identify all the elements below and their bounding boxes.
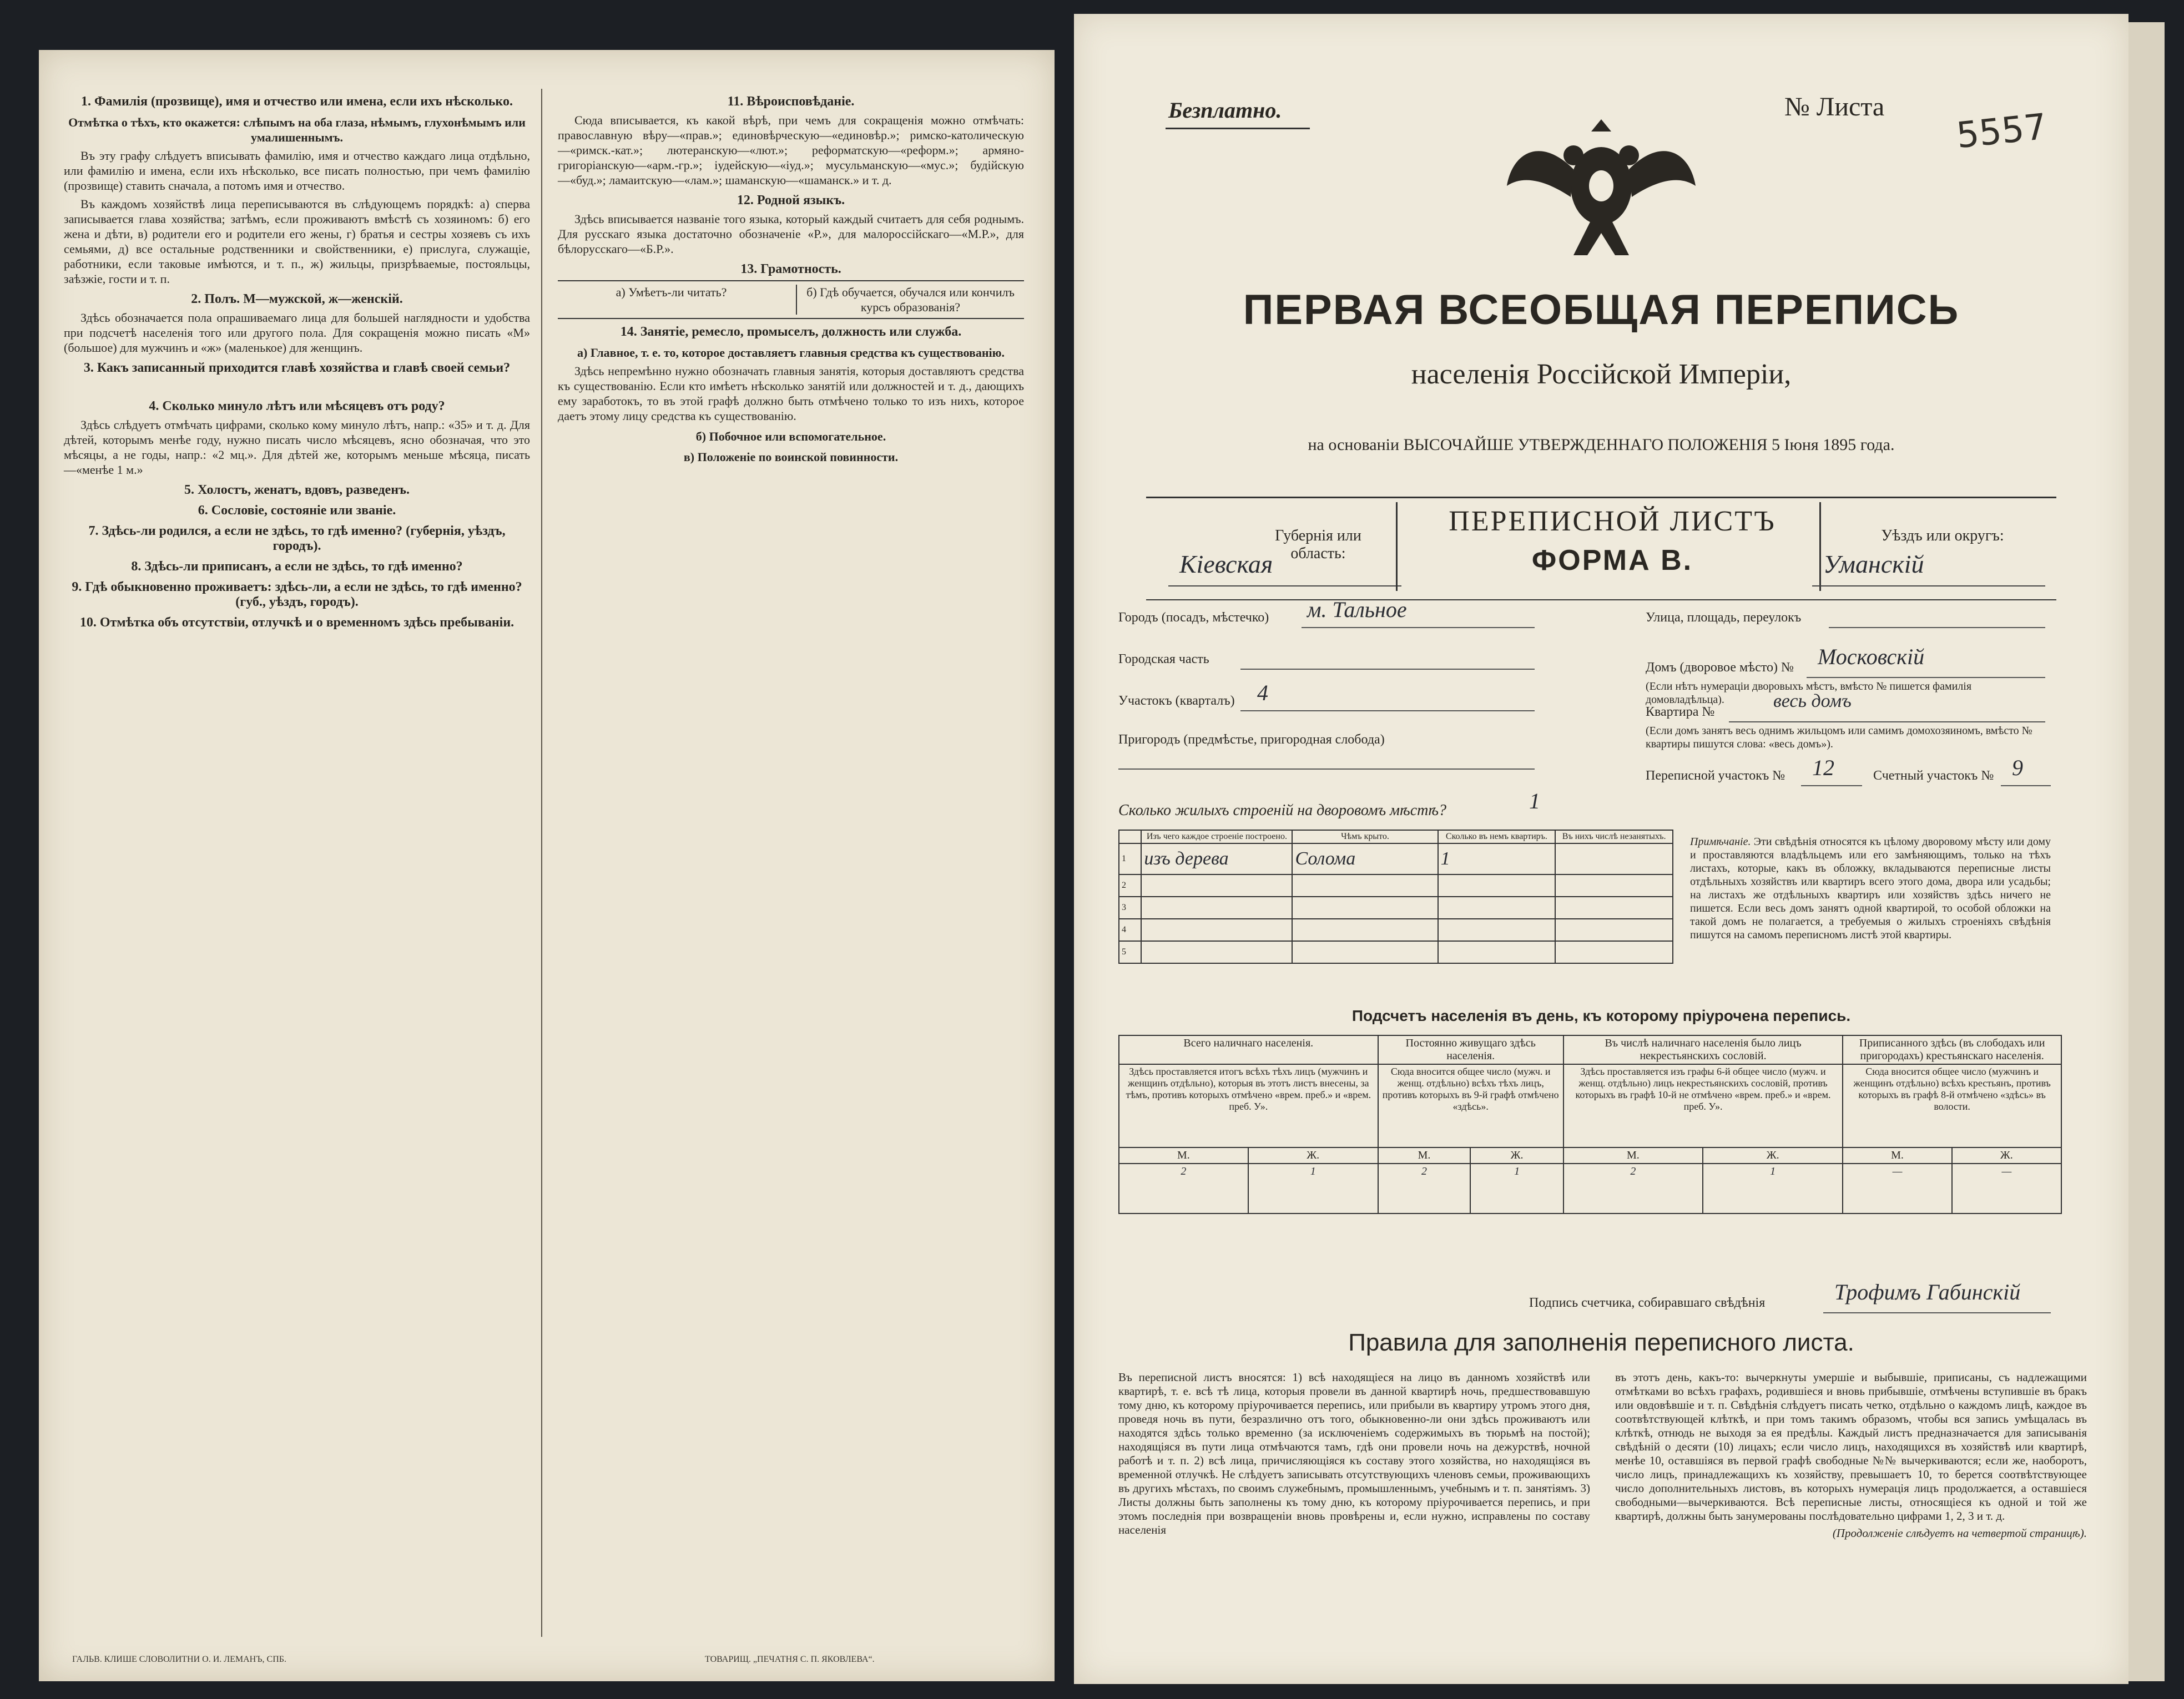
- gorod-underline: [1302, 627, 1535, 628]
- uezd-value: Уманскій: [1823, 550, 1924, 578]
- section-14a: а) Главное, т. е. то, которое доставляетъ главныя средства къ существованію.: [577, 346, 1005, 360]
- gorodskaya-chast-label: Городская часть: [1118, 652, 1209, 666]
- dom-value: Московскій: [1818, 644, 1925, 669]
- imprint-left: ГАЛЬВ. КЛИШЕ СЛОВОЛИТНИ О. И. ЛЕМАНЪ, СПБ.: [72, 1655, 286, 1664]
- section-9-title: 9. Гдѣ обыкновенно проживаетъ: здѣсь-ли, а если не здѣсь, то гдѣ именно? (губ., уѣздъ, городъ).: [72, 580, 522, 609]
- pop-total-m: 2: [1119, 1164, 1248, 1213]
- kvartira-note: (Если домъ занятъ весь однимъ жильцомъ или самимъ домохозяиномъ, вмѣсто № квартиры пишутся слова: «весь домъ»).: [1646, 725, 2032, 750]
- row-apartments: [1438, 941, 1556, 963]
- free-underline: [1166, 128, 1310, 129]
- kvartira-underline: [1729, 721, 2045, 722]
- buildings-col-apartments: Сколько въ немъ квартиръ.: [1438, 830, 1556, 843]
- section-1-text: Въ эту графу слѣдуетъ вписывать фамилію, имя и отчество каждаго лица отдѣльно, или фамилію и имена, если ихъ нѣсколько, все писать полностью, при чемъ фамилію (прозвище) ставить сначала, а потомъ имя и отчество.: [64, 149, 530, 193]
- row-roof: Солома: [1292, 843, 1437, 874]
- buildings-col-roof: Чѣмъ крыто.: [1292, 830, 1437, 843]
- ulica-label: Улица, площадь, переулокъ: [1646, 610, 1802, 625]
- signature-value: Трофимъ Габинскій: [1834, 1280, 2021, 1304]
- row-roof: [1292, 941, 1437, 963]
- pop-header-non-peasant: Въ числѣ наличнаго населенія было лицъ некрестьянскихъ сословій.: [1563, 1035, 1843, 1064]
- section-1-title: 1. Фамилія (прозвище), имя и отчество или имена, если ихъ нѣсколько.: [81, 94, 513, 109]
- row-roof: [1292, 897, 1437, 919]
- population-title: Подсчетъ населенія въ день, къ которому пріурочена перепись.: [1351, 1007, 1851, 1024]
- row-number: 1: [1119, 843, 1141, 874]
- buildings-col-number: [1119, 830, 1141, 843]
- left-column-1: [64, 89, 530, 634]
- uezd-label: Уѣздъ или округъ:: [1881, 527, 2004, 544]
- mf-label: М.: [1843, 1147, 1951, 1164]
- pop-peasant-f: —: [1952, 1164, 2061, 1213]
- double-headed-eagle-icon: [1490, 103, 1712, 269]
- gorod-label: Городъ (посадъ, мѣстечко): [1118, 610, 1269, 625]
- schet-uchastok-underline: [2001, 785, 2051, 786]
- buildings-col-material: Изъ чего каждое строеніе построено.: [1141, 830, 1292, 843]
- dom-note: (Если нѣтъ нумераціи дворовыхъ мѣстъ, вмѣсто № пишется фамилія домовладѣльца).: [1646, 680, 1972, 706]
- buildings-table-header: [1119, 830, 1673, 843]
- divider-top: [1146, 497, 2056, 498]
- rules-right-column: [1615, 1371, 2087, 1540]
- mf-label: Ж.: [1248, 1147, 1378, 1164]
- section-13b: б) Гдѣ обучается, обучался или кончилъ курсъ образованія?: [796, 285, 1024, 315]
- rules-left-column: Въ переписной листъ вносятся: 1) всѣ находящіеся на лицо въ данномъ хозяйствѣ или квартирѣ, т. е. всѣ тѣ лица, которыя провели въ данной квартирѣ ночь, предшествовавшую тому дню, къ которому пріурочивается перепись, или прибыли въ квартиру утромъ этого дня, проведя ночь въ пути, безразлично отъ того, обыкновенно-ли они здѣсь проживаютъ или находятся здѣсь только временно (за исключеніемъ содержимыхъ въ тюрьмѣ на постой); находящіяся въ пути лица отмѣчаются тамъ, гдѣ они провели ночь на дежурствѣ, ночной работѣ и т. п. 2) всѣ лица, причисляющіяся къ составу этого хозяйства, но находящіяся въ временной отлучкѣ. Не слѣдуетъ записывать отсутствующихъ членовъ семьи, проживающихъ въ другихъ мѣстахъ, по своимъ служебнымъ, промышленнымъ, учебнымъ и т. п. занятіямъ. 3) Листы должны быть заполнены къ тому дню, къ которому пріурочивается перепись, и при этомъ последнія при возвращеніи вновь провѣрены и, если нужно, исправлены по составу населенія: [1118, 1371, 1590, 1536]
- table-row: [1119, 843, 1673, 874]
- free-label: Безплатно.: [1168, 98, 1282, 123]
- rules-continued-note: (Продолженіе слѣдуетъ на четвертой страницѣ).: [1832, 1526, 2087, 1540]
- uchastok-value: 4: [1257, 680, 1268, 705]
- decree-line: на основаніи ВЫСОЧАЙШЕ УТВЕРЖДЕННАГО ПОЛОЖЕНІЯ 5 Іюня 1895 года.: [1308, 436, 1895, 454]
- sheet-number-handwritten: 5557: [1954, 106, 2049, 157]
- mf-label: Ж.: [1470, 1147, 1563, 1164]
- mf-label: М.: [1119, 1147, 1248, 1164]
- pop-desc-total: Здѣсь проставляется итогъ всѣхъ тѣхъ лицъ (мужчинъ и женщинъ отдѣльно), которыя въ этотъ листъ внесены, за тѣмъ, противъ которыхъ отмѣчено «врем. преб.» и «врем. преб. У».: [1119, 1064, 1378, 1147]
- row-number: 3: [1119, 897, 1141, 919]
- section-11-text: Сюда вписывается, къ какой вѣрѣ, при чемъ для сокращенія можно отмѣчать: православную вѣру—«прав.»; единовѣрческую—«единовѣр.»; римско-католическую—«римск.-кат.»; лютеранскую—«лют.»; реформатскую—«реформ.»; армяно-григоріанскую—«арм.-гр.»; іудейскую—«іуд.»; мусульманскую—«мус.»; будійскую—«буд.»; ламаитскую—«лам.»; шаманскую—«шаманск.» и т. д.: [558, 113, 1024, 187]
- ulica-underline: [1829, 627, 2045, 628]
- row-empty: [1555, 897, 1673, 919]
- gubernia-value: Кіевская: [1179, 550, 1273, 578]
- primechanie-block: [1690, 835, 2051, 942]
- mf-label: Ж.: [1952, 1147, 2061, 1164]
- pop-desc-permanent: Сюда вносится общее число (мужч. и женщ. отдѣльно) всѣхъ тѣхъ лицъ, противъ которыхъ въ 9-й графѣ отмѣчено «здѣсь».: [1378, 1064, 1563, 1147]
- gorod-value: м. Тальное: [1307, 597, 1407, 622]
- column-divider: [541, 89, 542, 1637]
- table-row: [1119, 897, 1673, 919]
- row-number: 4: [1119, 919, 1141, 941]
- row-material: [1141, 874, 1292, 897]
- section-13a: а) Умѣетъ-ли читать?: [616, 285, 727, 299]
- gubernia-underline: [1168, 585, 1401, 586]
- perepis-uchastok-label: Переписной участокъ №: [1646, 768, 1785, 783]
- pop-permanent-f: 1: [1470, 1164, 1563, 1213]
- section-3-text: [64, 379, 530, 393]
- mf-label: М.: [1378, 1147, 1471, 1164]
- perepis-uchastok-value: 12: [1812, 755, 1834, 780]
- kvartira-value: весь домъ: [1773, 691, 1852, 711]
- left-page: [39, 50, 1055, 1681]
- table-row: [1119, 919, 1673, 941]
- section-4-title: 4. Сколько минуло лѣтъ или мѣсяцевъ отъ роду?: [149, 399, 445, 413]
- section-7-title: 7. Здѣсь-ли родился, а если не здѣсь, то гдѣ именно? (губернія, уѣздъ, городъ).: [88, 524, 506, 553]
- row-empty: [1555, 843, 1673, 874]
- pop-header-peasant: Приписанного здѣсь (въ слободахъ или пригородахъ) крестьянскаго населенія.: [1843, 1035, 2061, 1064]
- page-subtitle: населенія Россійской Имперіи,: [1411, 358, 1792, 390]
- mf-label: Ж.: [1703, 1147, 1843, 1164]
- population-values-row: [1119, 1164, 2061, 1213]
- prigorod-underline: [1118, 768, 1535, 770]
- rules-right-text: въ этотъ день, какъ-то: вычеркнуты умершіе и выбывшіе, приписаны, съ надлежащими отмѣтками во всѣхъ графахъ, родившіеся и вновь прибывшіе, отмѣчены вступившіе въ бракъ или овдовѣвшіе и т. п. Свѣдѣнія слѣдуетъ писать четко, отдѣльно о каждомъ лицѣ, каждое въ соотвѣтствующей клѣткѣ, и при томъ такимъ образомъ, чтобы вся запись умѣщалась въ клѣткѣ, отнюдь не выходя за ея предѣлы. Каждый листъ предназначается для записыванія свѣдѣній о десяти (10) лицахъ; если число лицъ, находящихся въ хозяйствѣ или квартирѣ, менѣе 10, оставшіяся въ первой графѣ свободные №№ вычеркиваются; если же, наоборотъ, число лицъ, принадлежащихъ къ хозяйству, превышаетъ 10, то берется соотвѣтствующее число дополнительныхъ листовъ, въ которыхъ нумерація лицъ продолжается, а оставшіеся свободными—вычеркиваются. Всѣ переписные листы, относящіеся къ одной и той же квартирѣ, должны быть занумерованы послѣдовательно цифрами 1, 2, 3 и т. д.: [1615, 1371, 2087, 1523]
- section-13-subheaders: [558, 280, 1024, 319]
- section-2-text: Здѣсь обозначается пола опрашиваемаго лица для большей наглядности и удобства при подсчетѣ населенія того или другого пола. Для сокращенія можно писать «М» (большое) для мужчинъ и «ж» (маленькое) для женщинъ.: [64, 311, 530, 355]
- section-2-title: 2. Полъ. М—мужской, ж—женскій.: [191, 292, 403, 306]
- row-material: изъ дерева: [1141, 843, 1292, 874]
- pop-peasant-m: —: [1843, 1164, 1951, 1213]
- mf-label: М.: [1563, 1147, 1703, 1164]
- signature-underline: [1823, 1312, 2051, 1313]
- row-roof: [1292, 919, 1437, 941]
- pop-header-total: Всего наличнаго населенія.: [1119, 1035, 1378, 1064]
- rules-title: Правила для заполненія переписного листа.: [1348, 1329, 1854, 1356]
- dom-underline: [1807, 677, 2045, 678]
- row-number: 5: [1119, 941, 1141, 963]
- buildings-col-empty: Въ нихъ числѣ незанятыхъ.: [1555, 830, 1673, 843]
- perepis-uchastok-underline: [1801, 785, 1862, 786]
- section-1-note: Отмѣтка о тѣхъ, кто окажется: слѣпымъ на оба глаза, нѣмымъ, глухонѣмымъ или умалишеннымъ.: [68, 115, 526, 144]
- gubernia-label: Губернія или область:: [1275, 527, 1361, 562]
- form-title: [1418, 502, 1807, 580]
- primechanie-title: Примѣчаніе.: [1690, 836, 1751, 848]
- row-material: [1141, 941, 1292, 963]
- pop-non-peasant-m: 2: [1563, 1164, 1703, 1213]
- section-14-title: 14. Занятіе, ремесло, промыселъ, должность или служба.: [620, 325, 962, 339]
- prigorod-label: Пригородъ (предмѣстье, пригородная слобода): [1118, 732, 1385, 747]
- section-11-title: 11. Вѣроисповѣданіе.: [727, 94, 855, 109]
- row-roof: [1292, 874, 1437, 897]
- schet-uchastok-value: 9: [2012, 755, 2023, 780]
- section-8-title: 8. Здѣсь-ли приписанъ, а если не здѣсь, то гдѣ именно?: [131, 559, 463, 574]
- population-table: [1118, 1035, 2062, 1214]
- sheet-number-label: № Листа: [1784, 92, 1885, 122]
- row-apartments: 1: [1438, 843, 1556, 874]
- section-14-text: Здѣсь непремѣнно нужно обозначать главныя занятія, которыя доставляютъ средства къ существованію. Если кто имѣетъ нѣсколько занятій или должностей и т. д., дающихъ ему заработокъ, то въ этой графѣ должно быть отмѣчено только то изъ нихъ, которое даетъ этому лицу средства къ существованію.: [558, 364, 1024, 423]
- pop-non-peasant-f: 1: [1703, 1164, 1843, 1213]
- section-10-title: 10. Отмѣтка объ отсутствіи, отлучкѣ и о временномъ здѣсь пребываніи.: [79, 615, 515, 630]
- row-apartments: [1438, 874, 1556, 897]
- divider-form: [1146, 599, 2056, 600]
- kvartira-label: Квартира №: [1646, 705, 1715, 719]
- section-1-text-2: Въ каждомъ хозяйствѣ лица переписываются въ слѣдующемъ порядкѣ: а) сперва записывается глава хозяйства; затѣмъ, если проживаютъ вмѣстѣ съ хозяиномъ: б) его жена и дѣти, в) родители его и родители его жены, г) братья и сестры хозяевъ съ ихъ семьями, д) все остальные родственники и свойственники, е) прислуга, служащіе, работники, если таковые имѣются, и т. п., ж) жильцы, призрѣваемые, постояльцы, заѣзжіе, гости и т. п.: [64, 197, 530, 286]
- section-14v: в) Положеніе по воинской повинности.: [683, 450, 899, 464]
- dom-label: Домъ (дворовое мѣсто) №: [1646, 660, 1794, 675]
- section-13-title: 13. Грамотность.: [740, 262, 841, 276]
- row-apartments: [1438, 897, 1556, 919]
- row-empty: [1555, 941, 1673, 963]
- schet-uchastok-label: Счетный участокъ №: [1873, 768, 1994, 783]
- imprint-right: ТОВАРИЩ. „ПЕЧАТНЯ С. П. ЯКОВЛЕВА“.: [705, 1655, 875, 1664]
- census-form-page: [1074, 14, 2128, 1684]
- form-title-line-1: ПЕРЕПИСНОЙ ЛИСТЪ: [1449, 505, 1776, 537]
- row-number: 2: [1119, 874, 1141, 897]
- section-5-title: 5. Холостъ, женатъ, вдовъ, разведенъ.: [184, 483, 410, 497]
- table-row: [1119, 874, 1673, 897]
- pop-total-f: 1: [1248, 1164, 1378, 1213]
- table-row: [1119, 941, 1673, 963]
- pop-desc-non-peasant: Здѣсь проставляется изъ графы 6-й общее число (мужч. и женщ. отдѣльно) лицъ некрестьянскихъ сословій, противъ которыхъ въ графѣ 10-й не отмѣчено «врем. преб.» и «врем. преб. У».: [1563, 1064, 1843, 1147]
- uchastok-underline: [1240, 710, 1535, 711]
- gorodskaya-chast-underline: [1240, 669, 1535, 670]
- pop-header-permanent: Постоянно живущаго здѣсь населенія.: [1378, 1035, 1563, 1064]
- primechanie-text: Эти свѣдѣнія относятся къ цѣлому дворовому мѣсту или дому и проставляются владѣльцемъ или его замѣняющимъ, только на тѣхъ листахъ, которые, какъ въ обложку, вкладываются переписные листы отдѣльныхъ хозяйствъ или квартиръ всего этого дома, двора или усадьбы; на листахъ же отдѣльныхъ квартиръ или хозяйствъ здѣсь ничего не пишется. Если весь домъ занятъ одной квартирой, то особой обложки на такой домъ не полагается, а требуемыя о жилыхъ строеніяхъ свѣдѣнія пишутся на самомъ переписномъ листѣ этой квартиры.: [1690, 836, 2051, 941]
- row-empty: [1555, 919, 1673, 941]
- section-3-title: 3. Какъ записанный приходится главѣ хозяйства и главѣ своей семьи?: [83, 361, 511, 375]
- uchastok-label: Участокъ (кварталъ): [1118, 694, 1235, 708]
- section-14b: б) Побочное или вспомогательное.: [695, 429, 886, 443]
- section-6-title: 6. Сословіе, состояніе или званіе.: [198, 503, 396, 518]
- row-material: [1141, 897, 1292, 919]
- uezd-underline: [1812, 585, 2045, 586]
- row-empty: [1555, 874, 1673, 897]
- form-title-line-2: ФОРМА В.: [1531, 544, 1693, 577]
- population-mf-row: [1119, 1147, 2061, 1164]
- population-header-row: [1119, 1035, 2061, 1064]
- section-12-title: 12. Родной языкъ.: [737, 193, 845, 208]
- stroeniy-label: Сколько жилыхъ строеній на дворовомъ мѣстѣ?: [1118, 802, 1447, 819]
- section-12-text: Здѣсь вписывается названіе того языка, который каждый считаетъ для себя роднымъ. Для русскаго языка достаточно обозначеніе «Р.», для малороссійскаго—«М.Р.», для бѣлорусскаго—«Б.Р.».: [558, 212, 1024, 256]
- left-column-2: [558, 89, 1024, 468]
- buildings-table: [1118, 830, 1673, 964]
- signature-label: Подпись счетчика, собиравшаго свѣдѣнія: [1529, 1296, 1766, 1310]
- row-material: [1141, 919, 1292, 941]
- population-desc-row: [1119, 1064, 2061, 1147]
- section-4-text: Здѣсь слѣдуетъ отмѣчать цифрами, сколько кому минуло лѣтъ, напр.: «35» и т. д. Для дѣтей, которымъ менѣе году, нужно писать число мѣсяцевъ, ясно обозначая, что это мѣсяцы, а не годы, напр.: «2 мц.». Для дѣтей же, которымъ меньше мѣсяца, писать—«менѣе 1 м.»: [64, 418, 530, 477]
- stroeniy-value: 1: [1529, 788, 1540, 813]
- pop-desc-peasant: Сюда вносится общее число (мужчинъ и женщинъ отдѣльно) всѣхъ крестьянъ, противъ которыхъ въ графѣ 8-й отмѣчено «здѣсь» въ волости.: [1843, 1064, 2061, 1147]
- row-apartments: [1438, 919, 1556, 941]
- page-title: ПЕРВАЯ ВСЕОБЩАЯ ПЕРЕПИСЬ: [1243, 286, 1960, 333]
- pop-permanent-m: 2: [1378, 1164, 1471, 1213]
